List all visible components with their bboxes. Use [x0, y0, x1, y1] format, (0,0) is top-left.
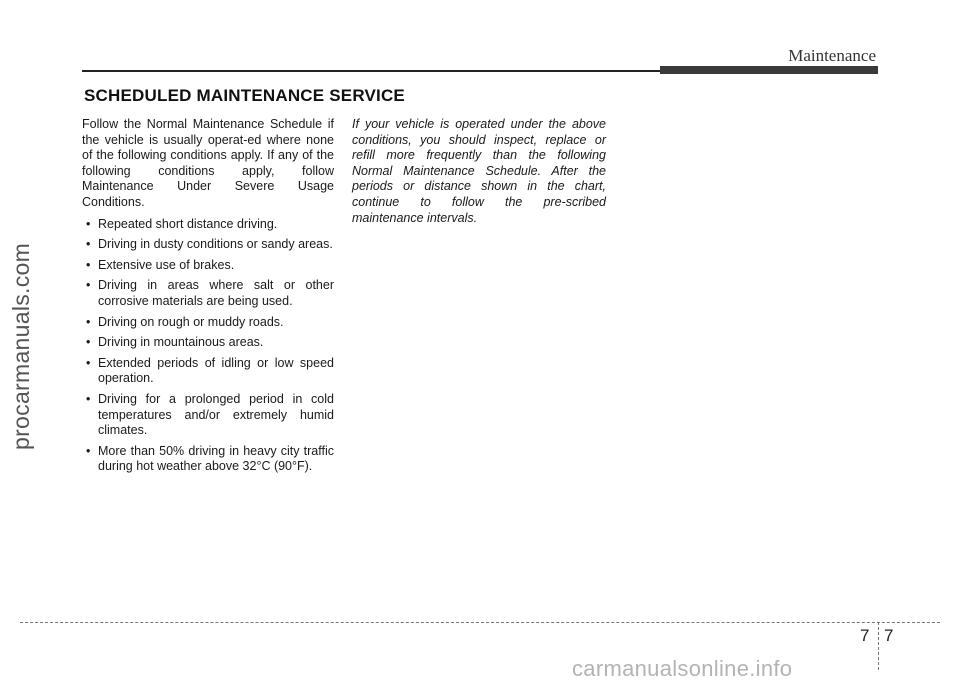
intro-paragraph: Follow the Normal Maintenance Schedule if the vehicle is usually operat-ed where none of the following conditions apply. If any of the following conditions apply, follow Maintenance Under Severe Usage Conditions. [82, 117, 334, 209]
header-rule-accent [660, 66, 878, 74]
section-heading: SCHEDULED MAINTENANCE SERVICE [84, 86, 405, 105]
header-rule [82, 70, 660, 72]
list-item: • Driving in dusty conditions or sandy areas. [82, 237, 334, 253]
list-item: • Driving in mountainous areas. [82, 335, 334, 351]
running-header: Maintenance [788, 46, 876, 65]
right-column-note: If your vehicle is operated under the above conditions, you should inspect, replace or refill more frequently than the following Normal Maintenance Schedule. After the periods or distance shown in the chart, continue to follow the pre-scribed maintenance intervals. [352, 117, 606, 225]
page-number: 7 [884, 626, 894, 645]
conditions-list [82, 217, 334, 475]
bottom-watermark: carmanualsonline.info [572, 656, 793, 681]
side-watermark: procarmanuals.com [8, 242, 34, 450]
section-number: 7 [860, 626, 870, 645]
footer-dashed-divider [878, 622, 879, 670]
list-item: • Repeated short distance driving. [82, 217, 334, 233]
list-item: • More than 50% driving in heavy city traffic during hot weather above 32°C (90°F). [82, 444, 334, 475]
list-item: • Extensive use of brakes. [82, 258, 334, 274]
list-item: • Driving in areas where salt or other corrosive materials are being used. [82, 278, 334, 309]
list-item: • Driving on rough or muddy roads. [82, 315, 334, 331]
left-column [82, 117, 334, 480]
list-item: • Driving for a prolonged period in cold temperatures and/or extremely humid climates. [82, 392, 334, 439]
footer-dashed-rule [20, 622, 940, 623]
list-item: • Extended periods of idling or low speed operation. [82, 356, 334, 387]
